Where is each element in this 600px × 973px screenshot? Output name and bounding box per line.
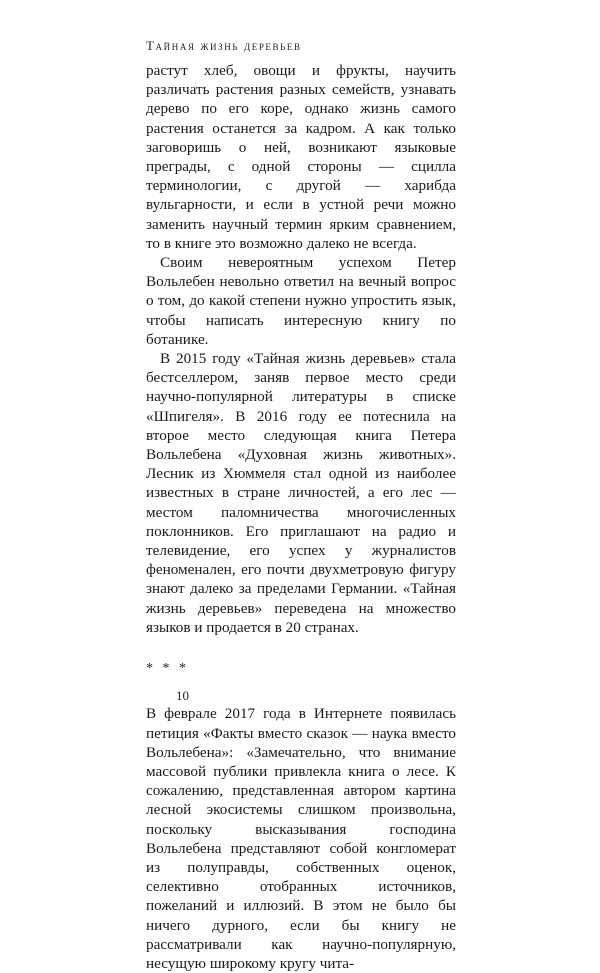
- paragraph: Своим невероятным успехом Петер Вольлебен невольно ответил на вечный вопрос о том, до какой степени нужно упростить язык, чтобы написать интересную книгу по ботанике.: [146, 254, 456, 348]
- page-number: 10: [176, 688, 189, 703]
- running-head: Тайная жизнь деревьев: [146, 38, 302, 53]
- body-text: [146, 61, 456, 973]
- section-separator: * * *: [146, 661, 189, 677]
- paragraph-section-start: В феврале 2017 года в Интернете появилась петиция «Факты вместо сказок — наука вместо Вольлебена»: «Замечательно, что внимание массовой публики привлекла книга о лесе. К сожалению, представленная автором картина лесной экосистемы слишком произвольна, поскольку высказывания господина Вольлебена представляют собой конгломерат из полуправды, собственных оценок, селективно отобранных источников, пожеланий и иллюзий. В этом не было бы ничего дурного, если бы книгу не рассматривали как научно-популярную, несущую широкому кругу чита-: [146, 705, 456, 972]
- paragraph-continued: растут хлеб, овощи и фрукты, научить различать растения разных семейств, узнавать дерево по его коре, однако жизнь самого растения останется за кадром. А как только заговоришь о ней, возникают языковые преграды, с одной стороны — сцилла терминологии, с другой — харибда вульгарности, и если в устной речи можно заменить научный термин ярким сравнением, то в книге это возможно далеко не всегда.: [146, 62, 456, 252]
- paragraph: В 2015 году «Тайная жизнь деревьев» стала бестселлером, заняв первое место среди научно-популярной литературы в списке «Шпигеля». В 2016 году ее потеснила на второе место следующая книга Петера Вольлебена «Духовная жизнь животных». Лесник из Хюммеля стал одной из наиболее известных в стране личностей, а его лес — местом паломничества многочисленных поклонников. Его приглашают на радио и телевидение, его успех у журналистов феноменален, его почти двухметровую фигуру знают далеко за пределами Германии. «Тайная жизнь деревьев» переведена на множество языков и продается в 20 странах.: [146, 350, 456, 636]
